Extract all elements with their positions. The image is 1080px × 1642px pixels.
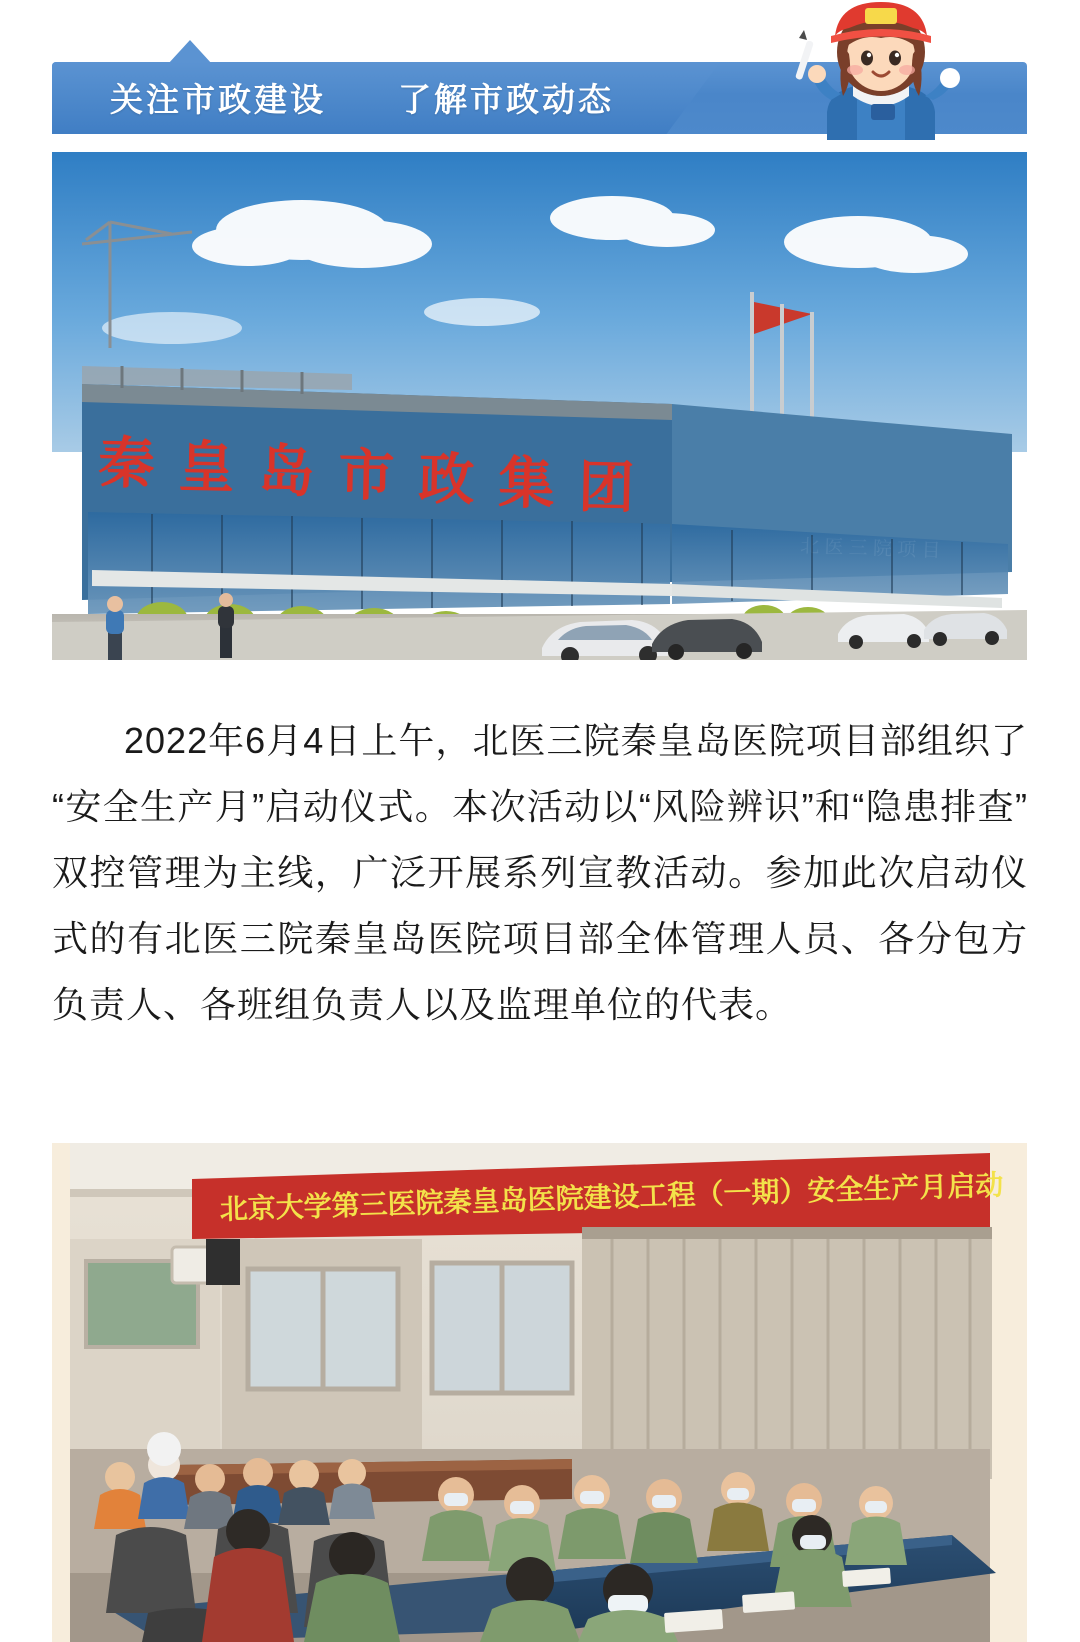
page-header <box>0 0 1080 148</box>
svg-text:秦: 秦 <box>97 431 156 496</box>
svg-text:集: 集 <box>497 451 556 516</box>
svg-text:政: 政 <box>417 447 476 512</box>
svg-text:岛: 岛 <box>257 439 316 504</box>
svg-text:皇: 皇 <box>177 435 236 500</box>
article-body: 2022年6月4日上午，北医三院秦皇岛医院项目部组织了“安全生产月”启动仪式。本次活动以“风险辨识”和“隐患排查”双控管理为主线，广泛开展系列宣教活动。参加此次启动仪式的有北医三院秦皇岛医院项目部全体管理人员、各分包方负责人、各班组负责人以及监理单位的代表。 <box>52 720 1028 1025</box>
photo-company-headquarters <box>52 152 1027 660</box>
helmet-worker-mascot-icon <box>787 0 972 140</box>
header-tab-pointer-icon <box>168 40 212 64</box>
svg-text:北京大学第三医院秦皇岛医院建设工程（一期）安全生产月启动: 北京大学第三医院秦皇岛医院建设工程（一期）安全生产月启动 <box>219 1169 1004 1225</box>
photo-kickoff-meeting <box>52 1143 1027 1642</box>
svg-text:团: 团 <box>577 455 636 520</box>
header-title: 关注市政建设 了解市政动态 <box>110 81 614 118</box>
svg-text:市: 市 <box>337 443 396 508</box>
